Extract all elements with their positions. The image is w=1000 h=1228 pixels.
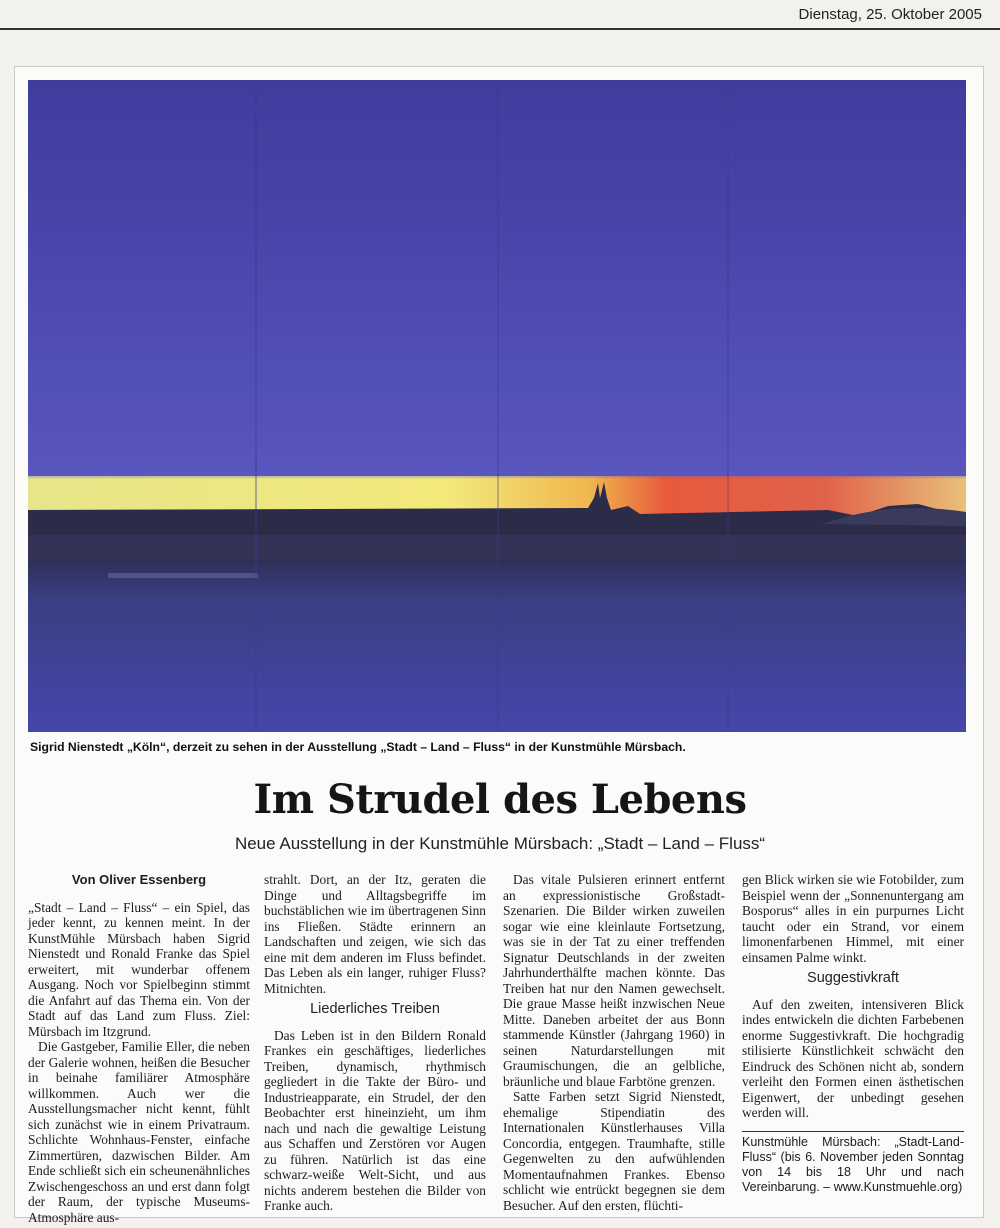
photo-illustration	[28, 80, 966, 732]
article-subhead: Neue Ausstellung in der Kunstmühle Mürsbach: „Stadt – Land – Fluss“	[234, 834, 766, 853]
article-column-1	[28, 872, 250, 1225]
paragraph: Das vitale Pulsieren erinnert entfernt an expressionistische Großstadt-Szenarien. Die Bilder wirken zuweilen sogar wie eine kleinlaute Fortsetzung, was sie in der Tat zu einer treffenden Signatur Deutschlands in der zweiten Jahrhunderthälfte machen könnte. Das Treiben hat nur den Namen gewechselt. Die graue Masse heißt inzwischen Neue Mitte. Daneben arbeitet der aus Bonn stammende Künstler (Jahrgang 1960) in seinen Naturdarstellungen mit Graumischungen, die an gelbliche, bräunliche und blaue Farbtöne grenzen.	[503, 872, 725, 1089]
article-column-3	[503, 872, 725, 1213]
article-photo	[28, 80, 966, 732]
exhibition-info: Kunstmühle Mürsbach: „Stadt-Land-Fluss“ (bis 6. November jeden Sonntag von 14 bis 18 Uhr und nach Vereinbarung. – www.Kunstmuehle.org)	[742, 1131, 964, 1195]
article-column-4	[742, 872, 964, 1195]
paragraph: gen Blick wirken sie wie Fotobilder, zum Beispiel wenn der „Sonnenuntergang am Bosporus“ alles in ein purpurnes Licht taucht oder ein Strand, vor einem limonenfarbenen Himmel, mit einer einsamen Palme winkt.	[742, 872, 964, 965]
article-headline: Im Strudel des Lebens	[253, 776, 747, 823]
paragraph: Satte Farben setzt Sigrid Nienstedt, ehemalige Stipendiatin des Internationalen Künstlerhauses Villa Concordia, entgegen. Traumhafte, stille Gegenwelten zu den aufwühlenden Momentaufnahmen Frankes. Ebenso schlicht wie entrückt begegnen sie dem Besucher. Auf den ersten, flüchti-	[503, 1089, 725, 1213]
crosshead: Liederliches Treiben	[310, 1001, 440, 1017]
paragraph: „Stadt – Land – Fluss“ – ein Spiel, das jeder kennt, zu kennen meint. In der KunstMühle Mürsbach haben Sigrid Nienstedt und Ronald Franke das Spiel erweitert, mit wunderbar offenem Ausgang. Noch vor Spielbeginn stimmt die Anfahrt auf das Thema ein. Von der Stadt auf das Land zum Fluss. Ziel: Mürsbach im Itzgrund.	[28, 899, 250, 1039]
paragraph: Das Leben ist in den Bildern Ronald Frankes ein geschäftiges, liederliches Treiben, dynamisch, rhythmisch gegliedert in die Takte der Büro- und Industrieapparate, ein Strudel, der den Beobachter erst hineinzieht, um ihm nach und nach die gewaltige Leistung aus Schaffen und Zerstören vor Augen zu führen. Natürlich ist das eine schwarz-weiße Welt-Sicht, und aus nichts anderem bestehen die Bilder von Franke auch.	[264, 1027, 486, 1213]
issue-date: Dienstag, 25. Oktober 2005	[798, 6, 982, 23]
paragraph: Die Gastgeber, Familie Eller, die neben der Galerie wohnen, heißen die Besucher in beinahe familiärer Atmosphäre willkommen. Auch wer die Ausstellungsmacher nicht kennt, fühlt sich zunächst wie in einem Privatraum. Schlichte Wohnhaus-Fenster, einfache Zimmertüren, dazwischen Bilder. Am Ende schließt sich ein scheunenähnliches Zwischengeschoss an und erst dann folgt der Raum, der typische Museums-Atmosphäre aus-	[28, 1039, 250, 1225]
crosshead: Suggestivkraft	[807, 970, 899, 986]
header-rule	[0, 28, 1000, 30]
photo-caption: Sigrid Nienstedt „Köln“, derzeit zu sehen in der Ausstellung „Stadt – Land – Fluss“ in der Kunstmühle Mürsbach.	[30, 740, 686, 754]
ship-silhouette	[108, 573, 258, 578]
article-column-2	[264, 872, 486, 1214]
paragraph: strahlt. Dort, an der Itz, geraten die Dinge und Alltagsbegriffe im buchstäblichen wie im übertragenen Sinn ins Fließen. Städte erinnern an Landschaften und zeigen, wie sich das eine mit dem anderen im Fluss befindet. Das Leben als ein langer, ruhiger Fluss? Mitnichten.	[264, 872, 486, 996]
author-byline: Von Oliver Essenberg	[71, 872, 207, 887]
paragraph: Auf den zweiten, intensiveren Blick indes entwickeln die dichten Farbebenen enorme Suggestivkraft. Die hochgradig stilisierte Künstlichkeit schwächt den Eindruck des Schönen nicht ab, sondern verleiht den Formen einen ästhetischen Eigenwert, der unbedingt gesehen werden will.	[742, 996, 964, 1120]
